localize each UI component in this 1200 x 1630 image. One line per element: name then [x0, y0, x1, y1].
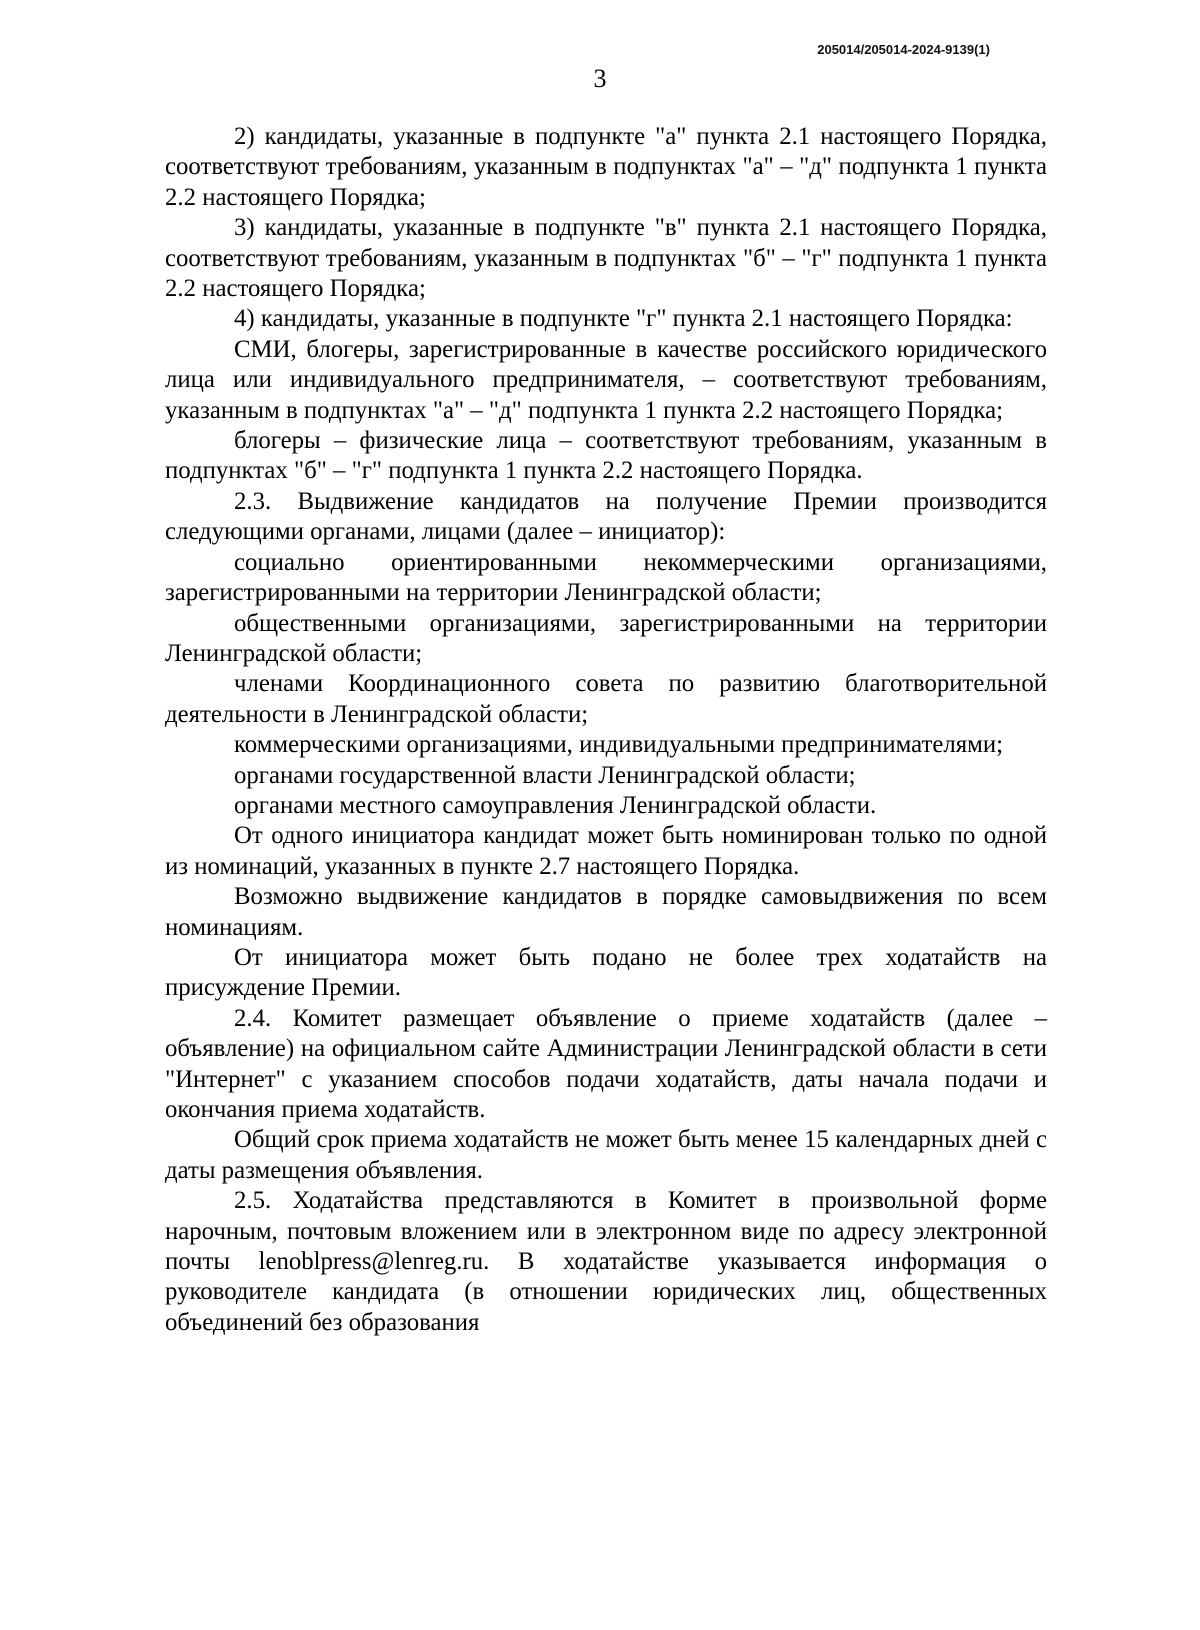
- paragraph-item-2: 2) кандидаты, указанные в подпункте "а" пункта 2.1 настоящего Порядка, соответствуют требованиям, указанным в подпунктах "а" – "д" подпункта 1 пункта 2.2 настоящего Порядка;: [165, 123, 1047, 211]
- paragraph-2-3: 2.3. Выдвижение кандидатов на получение Премии производится следующими органами, лицами (далее – инициатор):: [165, 487, 1047, 546]
- paragraph-council-members: членами Координационного совета по развитию благотворительной деятельности в Ленинградской области;: [165, 670, 1047, 728]
- page-number: 3: [593, 64, 607, 93]
- paragraph-local-government: органами местного самоуправления Ленинградской области.: [234, 791, 877, 819]
- paragraph-2-5: 2.5. Ходатайства представляются в Комитет в произвольной форме нарочным, почтовым вложением или в электронном виде по адресу электронной почты lenoblpress@lenreg.ru. В ходатайстве указывается информация о руководителе кандидата (в отношении юридических лиц, общественных объединений без образования: [165, 1187, 1047, 1336]
- paragraph-three-petitions: От инициатора может быть подано не более трех ходатайств на присуждение Премии.: [165, 943, 1047, 1002]
- paragraph-commercial-orgs: коммерческими организациями, индивидуальными предпринимателями;: [234, 731, 1003, 759]
- paragraph-bloggers-individuals: блогеры – физические лица – соответствуют требованиям, указанным в подпунктах "б" – "г" подпункта 1 пункта 2.2 настоящего Порядка.: [165, 427, 1047, 485]
- paragraph-one-initiator: От одного инициатора кандидат может быть номинирован только по одной из номинаций, указанных в пункте 2.7 настоящего Порядка.: [165, 822, 1047, 880]
- paragraph-2-4: 2.4. Комитет размещает объявление о приеме ходатайств (далее – объявление) на официальном сайте Администрации Ленинградской области в сети "Интернет" с указанием способов подачи ходатайств, даты начала подачи и окончания приема ходатайств.: [165, 1004, 1047, 1123]
- document-id: 205014/205014-2024-9139(1): [817, 42, 990, 57]
- paragraph-nko: социально ориентированными некоммерческими организациями, зарегистрированными на территории Ленинградской области;: [165, 548, 1047, 607]
- paragraph-smi-bloggers: СМИ, блогеры, зарегистрированные в качестве российского юридического лица или индивидуального предпринимателя, – соответствуют требованиям, указанным в подпунктах "а" – "д" подпункта 1 пункта 2.2 настоящего Порядка;: [165, 335, 1047, 424]
- document-body: [165, 122, 1047, 1338]
- paragraph-item-4: 4) кандидаты, указанные в подпункте "г" пункта 2.1 настоящего Порядка:: [234, 305, 1013, 333]
- paragraph-self-nomination: Возможно выдвижение кандидатов в порядке самовыдвижения по всем номинациям.: [165, 883, 1047, 941]
- paragraph-item-3: 3) кандидаты, указанные в подпункте "в" пункта 2.1 настоящего Порядка, соответствуют требованиям, указанным в подпунктах "б" – "г" подпункта 1 пункта 2.2 настоящего Порядка;: [165, 214, 1047, 303]
- paragraph-public-orgs: общественными организациями, зарегистрированными на территории Ленинградской области;: [165, 609, 1047, 667]
- paragraph-state-authorities: органами государственной власти Ленинградской области;: [234, 761, 856, 789]
- paragraph-term: Общий срок приема ходатайств не может быть менее 15 календарных дней с даты размещения объявления.: [165, 1126, 1047, 1184]
